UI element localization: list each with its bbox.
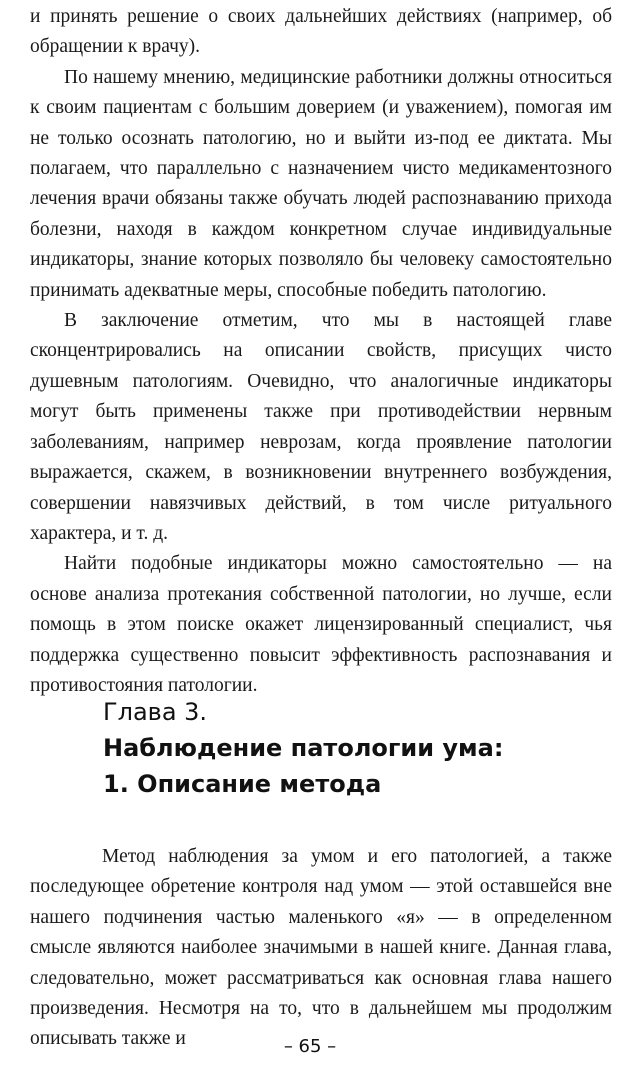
chapter-body-text xyxy=(30,842,612,1055)
paragraph-medical-workers: По нашему мнению, медицинские работники должны относиться к своим пациентам с большим доверием (и уважением), помогая им не только осознать патологию, но и выйти из-под ее диктата. Мы полагаем, что параллельно с назначением чисто медикаментозного лечения врачи обязаны также обучать людей распознаванию прихода болезни, находя в каждом конкретном случае индивидуальные индикаторы, знание которых позволяло бы человеку самостоятельно принимать адекватные меры, способные победить патологию. xyxy=(30,66,612,301)
chapter-label: Глава 3. xyxy=(103,698,208,726)
paragraph-conclusion: В заключение отметим, что мы в настоящей главе сконцентрировались на описании свойств, присущих чисто душевным патологиям. Очевидно, что аналогичные индикаторы могут быть применены также при противодействии нервным заболеваниям, например неврозам, когда проявление патологии выражается, скажем, в возникновении внутреннего возбуждения, совершении навязчивых действий, в том числе ритуального характера, и т. д. xyxy=(30,310,612,544)
chapter-paragraph: Метод наблюдения за умом и его патологией, а также последующее обретение контроля над умом — этой оставшейся вне нашего подчинения частью маленького «я» — в определенном смысле являются наиболее значимыми в нашей книге. Данная глава, следовательно, может рассматриваться как основная глава нашего произведения. Несмотря на то, что в дальнейшем мы продолжим описывать также и xyxy=(30,846,612,1050)
chapter-title-line-1: Наблюдение патологии ума: xyxy=(103,734,504,762)
paragraph-indicators: Найти подобные индикаторы можно самостоятельно — на основе анализа протекания собственной патологии, но лучше, если помощь в этом поиске окажет лицензированный специалист, чья поддержка существенно повысит эффективность распознавания и противостояния патологии. xyxy=(30,553,612,696)
body-text xyxy=(30,2,612,701)
chapter-heading xyxy=(103,694,593,802)
page-number: – 65 – xyxy=(283,1036,337,1057)
chapter-title-line-2: 1. Описание метода xyxy=(103,770,382,798)
paragraph-continued: и принять решение о своих дальнейших действиях (например, об обращении к врачу). xyxy=(30,6,612,58)
